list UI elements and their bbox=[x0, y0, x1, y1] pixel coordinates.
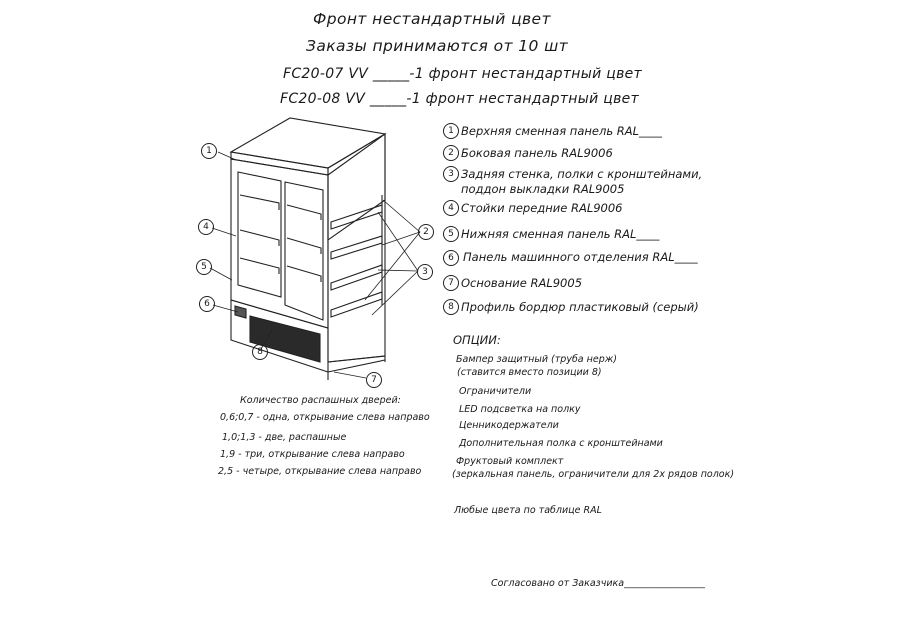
top-panel bbox=[231, 118, 385, 168]
callout-4: 4 bbox=[198, 219, 214, 235]
ral-note: Любые цвета по таблице RAL bbox=[454, 505, 602, 516]
legend-num-7: 7 bbox=[443, 275, 459, 291]
doors-item: 1,9 - три, открывание слева направо bbox=[220, 449, 405, 460]
header-title: Фронт нестандартный цвет bbox=[313, 10, 551, 28]
legend-item-6: Панель машинного отделения RAL____ bbox=[463, 250, 698, 264]
callout-6: 6 bbox=[199, 296, 215, 312]
doors-item: 2,5 - четыре, открывание слева направо bbox=[218, 466, 422, 477]
callout-3: 3 bbox=[417, 264, 433, 280]
legend-num-4: 4 bbox=[443, 200, 459, 216]
legend-item-4: Стойки передние RAL9006 bbox=[461, 201, 623, 215]
callout-7: 7 bbox=[366, 372, 382, 388]
options-title: ОПЦИИ: bbox=[453, 333, 501, 347]
door-right bbox=[285, 182, 323, 320]
option-item: (ставится вместо позиции 8) bbox=[457, 367, 602, 378]
option-item: LED подсветка на полку bbox=[459, 404, 581, 415]
legend-num-2: 2 bbox=[443, 145, 459, 161]
doors-item: 1,0;1,3 - две, распашные bbox=[222, 432, 347, 443]
signature-line: Согласовано от Заказчика_________________ bbox=[491, 578, 705, 589]
legend-num-6: 6 bbox=[443, 250, 459, 266]
legend-item-2: Боковая панель RAL9006 bbox=[461, 146, 613, 160]
side-upper bbox=[328, 134, 385, 240]
callout-5: 5 bbox=[196, 259, 212, 275]
option-item: (зеркальная панель, ограничители для 2х рядов полок) bbox=[452, 469, 735, 480]
legend-num-8: 8 bbox=[443, 299, 459, 315]
doors-item: 0,6;0,7 - одна, открывание слева направо bbox=[220, 412, 430, 423]
option-item: Фруктовый комплект bbox=[456, 456, 564, 467]
header-order-note: Заказы принимаются от 10 шт bbox=[306, 37, 569, 55]
legend-item-3-cont: поддон выкладки RAL9005 bbox=[461, 182, 625, 196]
model-line-2: FC20-08 VV _____-1 фронт нестандартный цвет bbox=[280, 91, 640, 107]
legend-item-7: Основание RAL9005 bbox=[461, 276, 583, 290]
legend-num-5: 5 bbox=[443, 226, 459, 242]
callout-8: 8 bbox=[252, 344, 268, 360]
legend-num-1: 1 bbox=[443, 123, 459, 139]
doors-title: Количество распашных дверей: bbox=[240, 395, 401, 406]
legend-item-3: Задняя стенка, полки с кронштейнами, bbox=[461, 167, 703, 181]
option-item: Ограничители bbox=[459, 386, 532, 397]
legend-item-5: Нижняя сменная панель RAL____ bbox=[461, 227, 660, 241]
legend-item-1: Верхняя сменная панель RAL____ bbox=[461, 124, 663, 138]
callout-2: 2 bbox=[418, 224, 434, 240]
model-line-1: FC20-07 VV _____-1 фронт нестандартный цвет bbox=[283, 66, 643, 82]
option-item: Бампер защитный (труба нерж) bbox=[456, 354, 617, 365]
callout-1: 1 bbox=[201, 143, 217, 159]
option-item: Ценникодержатели bbox=[459, 420, 559, 431]
legend-item-8: Профиль бордюр пластиковый (серый) bbox=[461, 300, 699, 314]
option-item: Дополнительная полка с кронштейнами bbox=[459, 438, 663, 449]
legend-num-3: 3 bbox=[443, 166, 459, 182]
top-front-strip bbox=[231, 152, 328, 175]
